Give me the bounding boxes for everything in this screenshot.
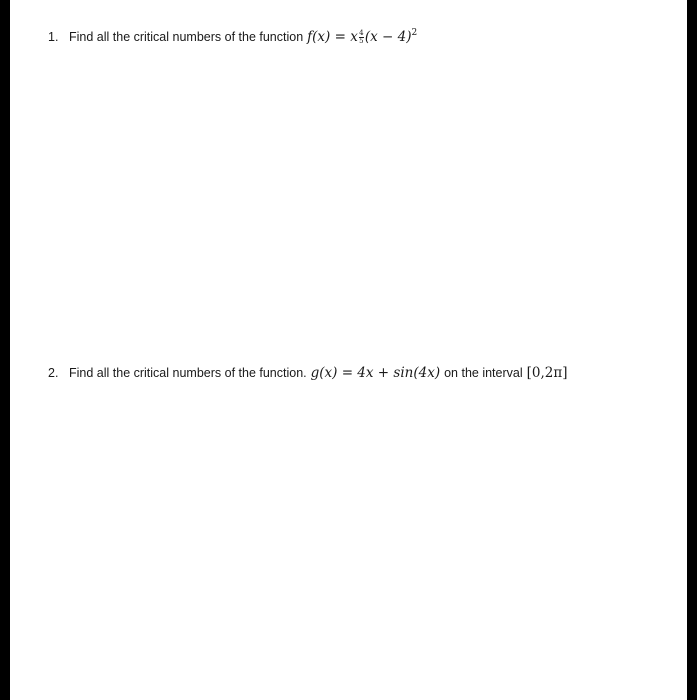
problem-1-factor-exponent: 2 xyxy=(411,28,418,38)
problem-2-number: 2. xyxy=(48,366,59,380)
problem-1-equation xyxy=(307,28,417,45)
problem-1-factor: (x − 4) xyxy=(364,29,412,45)
problem-2-interval: [0,2π] xyxy=(526,365,568,381)
problem-2-text: Find all the critical numbers of the function. xyxy=(69,366,307,380)
problem-2-equation: g(x) = 4x + sin(4x) xyxy=(310,365,441,381)
problem-1-base: x xyxy=(350,29,358,45)
problem-1-text: Find all the critical numbers of the function xyxy=(69,30,304,44)
problem-1-exp-denominator: 5 xyxy=(359,37,364,45)
document-page xyxy=(10,0,687,700)
problem-1-fraction-exponent xyxy=(359,30,364,45)
problem-1-number: 1. xyxy=(48,30,59,44)
problem-1-exp-numerator: 4 xyxy=(359,29,364,37)
problem-1-lhs: f(x) = xyxy=(307,29,346,45)
problem-2 xyxy=(48,365,568,381)
problem-1 xyxy=(48,28,417,45)
problem-2-text-after: on the interval xyxy=(444,366,523,380)
